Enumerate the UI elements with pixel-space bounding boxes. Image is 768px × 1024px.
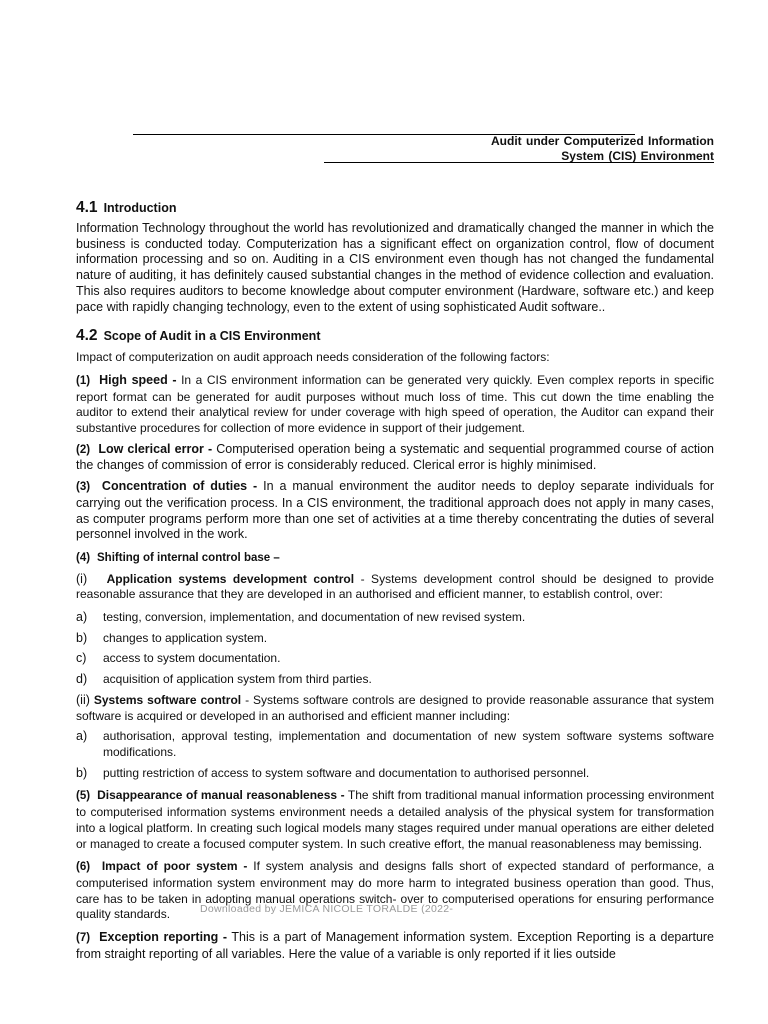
chapter-title — [491, 134, 714, 164]
list-item — [76, 610, 714, 626]
section-title: Scope of Audit in a CIS Environment — [103, 329, 321, 344]
subfactor-number: (i) — [76, 571, 88, 586]
factor-lead: Concentration of duties - — [101, 479, 258, 494]
factor-text: Computerised operation being a systematic and sequential programmed course of action the changes of commission of error is considerably reduced. Clerical error is highly minimised. — [76, 441, 714, 473]
subfactor-lead: Application systems development control — [106, 571, 355, 586]
list-item — [76, 672, 714, 688]
list-label: a) — [76, 610, 88, 625]
list-item — [76, 631, 714, 647]
factor-number: (4) — [76, 551, 91, 564]
list-text: acquisition of application system from third parties. — [103, 672, 372, 687]
list-text: putting restriction of access to system software and documentation to authorised personnel. — [103, 765, 590, 780]
list-label: a) — [76, 729, 88, 744]
subfactor-text: - Systems software controls are designed to provide reasonable assurance that system software is acquired or developed in an authorised and efficient manner including: — [76, 692, 715, 723]
factor-text: In a manual environment the auditor needs to deploy separate individuals for carrying out the verification process. In a CIS environment, the traditional approach does not apply in many cases, as computer programs perform more than one set of activities at a time thereby concentrating the duties of several personnel involved in the work. — [76, 479, 714, 542]
section-4-1-heading — [76, 199, 714, 217]
factor-lead: Impact of poor system - — [101, 859, 248, 874]
list-item — [76, 729, 714, 760]
scope-intro: Impact of computerization on audit approach needs consideration of the following factors: — [76, 350, 550, 365]
factor-number: (1) — [76, 374, 91, 387]
header-rule-bottom — [324, 162, 714, 163]
factor-lead: Disappearance of manual reasonableness - — [97, 788, 345, 803]
chapter-title-line1: Audit under Computerized Information — [491, 134, 714, 148]
section-4-2-heading — [76, 327, 714, 345]
factor-shifting-control — [76, 550, 714, 567]
subfactor-number: (ii) — [76, 692, 90, 707]
list-label: d) — [76, 672, 88, 687]
list-text: authorisation, approval testing, implementation and documentation of new system software systems software modifications. — [103, 729, 714, 759]
factor-text: This is a part of Management information system. Exception Reporting is a departure from straight reporting of all variables. Here the value of a variable is only reported if it lies outside — [76, 930, 715, 961]
list-label: b) — [76, 765, 88, 780]
factor-lead: Exception reporting - — [99, 930, 228, 945]
factor-low-clerical-error — [76, 442, 714, 474]
factor-text: The shift from traditional manual information processing environment to computerised information systems environment needs a detailed analysis of the physical system for transformation into a logical platform. In creating such logical models many stages required under manual operations are either deleted or managed to create a focused computer system. In such creative effort, the manual reasonableness may bemissing. — [76, 788, 714, 851]
intro-paragraph: Information Technology throughout the world has revolutionized and dramatically changed the manner in which the business is conducted today. Computerization has a significant effect on organization control, flow of document information processing and so on. Auditing in a CIS environment even though has not changed the fundamental nature of auditing, it has definitely caused substantial changes in the method of evidence collection and evaluation. This also requires auditors to become knowledge about computer environment (Hardware, software etc.) and keep pace with rapidly changing technology, even to the extent of using sophisticated Audit software.. — [76, 221, 714, 314]
factor-lead: Low clerical error - — [98, 441, 213, 456]
list-text: changes to application system. — [103, 630, 268, 645]
subfactor-lead: Systems software control — [93, 692, 242, 707]
factor-lead: Shifting of internal control base – — [97, 551, 280, 564]
factor-text: In a CIS environment information can be generated very quickly. Even complex reports in specific report format can be generated for audit purposes without much loss of time. This cut down the time enabling the auditor to extend their analytical review for under coverage with high speed of operation, the Auditor can expand their substantive procedures for collection of more evidence in support of their judgement. — [76, 372, 714, 436]
list-label: c) — [76, 651, 87, 666]
subfactor-text: - Systems development control should be designed to provide reasonable assurance that they are developed in an authorised and efficient manner, to establish control, over: — [76, 571, 714, 602]
factor-number: (3) — [76, 481, 91, 494]
factor-number: (6) — [76, 861, 91, 874]
list-text: testing, conversion, implementation, and documentation of new revised system. — [103, 610, 526, 625]
list-label: b) — [76, 630, 88, 645]
chapter-title-line2: System (CIS) Environment — [561, 149, 714, 163]
factor-text: If system analysis and designs falls short of expected standard of performance, a computerised information system environment may do more harm to integrated business operation than good. Thus, care has to be taken in adopting manual operations switch- over to computerised operations for ensuring performance quality standards. — [76, 859, 715, 922]
factor-manual-reasonableness — [76, 788, 714, 852]
subfactor-systems-software-control — [76, 693, 714, 724]
factor-lead: High speed - — [99, 372, 177, 387]
factor-exception-reporting — [76, 930, 714, 962]
section-number: 4.1 — [76, 199, 98, 216]
list-text: access to system documentation. — [103, 651, 281, 666]
section-number: 4.2 — [76, 327, 98, 345]
document-body — [76, 199, 714, 962]
factor-number: (7) — [76, 932, 91, 945]
list-item — [76, 651, 714, 667]
factor-concentration-of-duties — [76, 479, 714, 543]
factor-high-speed — [76, 373, 714, 437]
download-watermark: Downloaded by JEMICA NICOLE TORALDE (2022- — [200, 903, 454, 915]
subfactor-application-control — [76, 572, 714, 603]
section-title: Introduction — [103, 201, 177, 215]
factor-number: (2) — [76, 443, 91, 456]
list-item — [76, 766, 714, 782]
factor-number: (5) — [76, 790, 91, 803]
